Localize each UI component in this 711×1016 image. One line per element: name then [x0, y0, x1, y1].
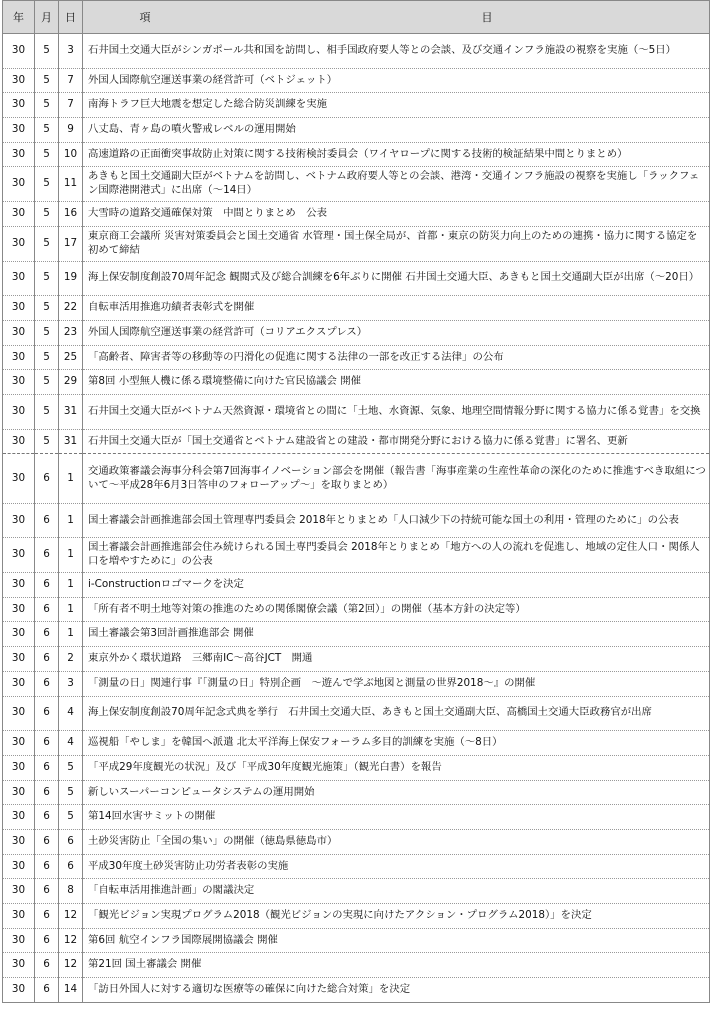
month-cell: 6: [35, 854, 59, 879]
month-cell: 5: [35, 394, 59, 429]
table-row: [3, 805, 710, 830]
item-cell: 第14回水害サミットの開催: [83, 805, 710, 830]
month-cell: 5: [35, 202, 59, 227]
day-cell: 1: [59, 503, 83, 538]
day-cell: 17: [59, 226, 83, 261]
item-cell: 「測量の日」関連行事『「測量の日」特別企画 〜遊んで学ぶ地図と測量の世界2018〜』の開催: [83, 671, 710, 696]
table-row: [3, 429, 710, 454]
item-cell: 「高齢者、障害者等の移動等の円滑化の促進に関する法律の一部を改正する法律」の公布: [83, 345, 710, 370]
day-cell: 1: [59, 573, 83, 598]
table-header: [3, 1, 710, 34]
year-cell: 30: [3, 93, 35, 118]
table-row: [3, 978, 710, 1003]
item-cell: 国土審議会計画推進部会住み続けられる国土専門委員会 2018年とりまとめ「地方への人の流れを促進し、地域の定住人口・関係人口を増やすために」の公表: [83, 538, 710, 573]
item-cell: 第8回 小型無人機に係る環境整備に向けた官民協議会 開催: [83, 370, 710, 395]
month-cell: 5: [35, 167, 59, 202]
month-cell: 5: [35, 345, 59, 370]
table-row: [3, 34, 710, 69]
day-cell: 25: [59, 345, 83, 370]
item-cell: 外国人国際航空運送事業の経営許可（コリアエクスプレス）: [83, 320, 710, 345]
month-cell: 5: [35, 118, 59, 143]
item-cell: 平成30年度土砂災害防止功労者表彰の実施: [83, 854, 710, 879]
year-cell: 30: [3, 370, 35, 395]
year-cell: 30: [3, 622, 35, 647]
month-cell: 5: [35, 226, 59, 261]
year-cell: 30: [3, 904, 35, 929]
month-cell: 6: [35, 538, 59, 573]
month-cell: 6: [35, 780, 59, 805]
item-cell: 第6回 航空インフラ国際展開協議会 開催: [83, 928, 710, 953]
year-cell: 30: [3, 805, 35, 830]
year-cell: 30: [3, 226, 35, 261]
table-row: [3, 296, 710, 321]
item-cell: 八丈島、青ヶ島の噴火警戒レベルの運用開始: [83, 118, 710, 143]
month-cell: 6: [35, 696, 59, 731]
month-cell: 5: [35, 68, 59, 93]
month-cell: 5: [35, 261, 59, 296]
table-row: [3, 93, 710, 118]
day-cell: 12: [59, 904, 83, 929]
month-cell: 6: [35, 671, 59, 696]
item-cell: 石井国土交通大臣が「国土交通省とベトナム建設省との建設・都市開発分野における協力に係る覚書」に署名、更新: [83, 429, 710, 454]
day-cell: 8: [59, 879, 83, 904]
month-cell: 6: [35, 805, 59, 830]
month-cell: 5: [35, 429, 59, 454]
day-cell: 7: [59, 68, 83, 93]
table-row: [3, 261, 710, 296]
month-cell: 5: [35, 142, 59, 167]
month-cell: 6: [35, 647, 59, 672]
year-cell: 30: [3, 261, 35, 296]
item-cell: 「訪日外国人に対する適切な医療等の確保に向けた総合対策」を決定: [83, 978, 710, 1003]
year-cell: 30: [3, 671, 35, 696]
day-cell: 7: [59, 93, 83, 118]
item-cell: 大雪時の道路交通確保対策 中間とりまとめ 公表: [83, 202, 710, 227]
item-cell: 外国人国際航空運送事業の経営許可（ベトジェット）: [83, 68, 710, 93]
item-cell: 自転車活用推進功績者表彰式を開催: [83, 296, 710, 321]
month-cell: 6: [35, 731, 59, 756]
table-row: [3, 202, 710, 227]
day-cell: 14: [59, 978, 83, 1003]
table-row: [3, 538, 710, 573]
month-cell: 6: [35, 755, 59, 780]
table-row: [3, 503, 710, 538]
item-cell: 「観光ビジョン実現プログラム2018（観光ビジョンの実現に向けたアクション・プログラム2018）」を決定: [83, 904, 710, 929]
item-cell: 土砂災害防止「全国の集い」の開催（徳島県徳島市）: [83, 829, 710, 854]
table-row: [3, 829, 710, 854]
day-cell: 31: [59, 429, 83, 454]
year-cell: 30: [3, 454, 35, 503]
item-cell: 石井国土交通大臣がベトナム天然資源・環境省との間に「土地、水資源、気象、地理空間情報分野に関する協力に係る覚書」を交換: [83, 394, 710, 429]
table-row: [3, 928, 710, 953]
day-cell: 1: [59, 454, 83, 503]
day-cell: 4: [59, 731, 83, 756]
item-cell: 高速道路の正面衝突事故防止対策に関する技術検討委員会（ワイヤロープに関する技術的検証結果中間とりまとめ）: [83, 142, 710, 167]
year-cell: 30: [3, 320, 35, 345]
month-cell: 6: [35, 829, 59, 854]
day-cell: 23: [59, 320, 83, 345]
year-cell: 30: [3, 780, 35, 805]
header-day: 日: [59, 1, 83, 34]
month-cell: 6: [35, 622, 59, 647]
month-cell: 5: [35, 296, 59, 321]
year-cell: 30: [3, 696, 35, 731]
year-cell: 30: [3, 503, 35, 538]
table-row: [3, 780, 710, 805]
day-cell: 31: [59, 394, 83, 429]
day-cell: 3: [59, 671, 83, 696]
day-cell: 4: [59, 696, 83, 731]
year-cell: 30: [3, 538, 35, 573]
header-item: 項 目: [83, 1, 710, 34]
item-cell: 南海トラフ巨大地震を想定した総合防災訓練を実施: [83, 93, 710, 118]
year-cell: 30: [3, 296, 35, 321]
year-cell: 30: [3, 755, 35, 780]
header-year: 年: [3, 1, 35, 34]
day-cell: 9: [59, 118, 83, 143]
year-cell: 30: [3, 142, 35, 167]
table-row: [3, 118, 710, 143]
item-cell: i-Constructionロゴマークを決定: [83, 573, 710, 598]
table-row: [3, 597, 710, 622]
month-cell: 6: [35, 928, 59, 953]
table-row: [3, 226, 710, 261]
month-cell: 6: [35, 904, 59, 929]
day-cell: 1: [59, 622, 83, 647]
month-cell: 5: [35, 320, 59, 345]
month-cell: 5: [35, 93, 59, 118]
table-row: [3, 68, 710, 93]
month-cell: 6: [35, 503, 59, 538]
month-cell: 6: [35, 953, 59, 978]
table-row: [3, 854, 710, 879]
day-cell: 2: [59, 647, 83, 672]
item-cell: 東京商工会議所 災害対策委員会と国土交通省 水管理・国土保全局が、首都・東京の防災力向上のための連携・協力に関する協定を初めて締結: [83, 226, 710, 261]
month-cell: 5: [35, 370, 59, 395]
month-cell: 6: [35, 879, 59, 904]
day-cell: 5: [59, 780, 83, 805]
month-cell: 6: [35, 573, 59, 598]
day-cell: 6: [59, 829, 83, 854]
year-cell: 30: [3, 429, 35, 454]
table-row: [3, 142, 710, 167]
day-cell: 5: [59, 755, 83, 780]
table-row: [3, 454, 710, 503]
table-row: [3, 370, 710, 395]
day-cell: 5: [59, 805, 83, 830]
table-row: [3, 394, 710, 429]
day-cell: 12: [59, 953, 83, 978]
item-cell: 東京外かく環状道路 三郷南IC〜高谷JCT 開通: [83, 647, 710, 672]
item-cell: 国土審議会計画推進部会国土管理専門委員会 2018年とりまとめ「人口減少下の持続可能な国土の利用・管理のために」の公表: [83, 503, 710, 538]
day-cell: 22: [59, 296, 83, 321]
year-cell: 30: [3, 978, 35, 1003]
year-cell: 30: [3, 394, 35, 429]
day-cell: 1: [59, 597, 83, 622]
table-row: [3, 345, 710, 370]
year-cell: 30: [3, 345, 35, 370]
table-row: [3, 879, 710, 904]
table-row: [3, 622, 710, 647]
year-cell: 30: [3, 118, 35, 143]
table-row: [3, 731, 710, 756]
day-cell: 12: [59, 928, 83, 953]
item-cell: 国土審議会第3回計画推進部会 開催: [83, 622, 710, 647]
year-cell: 30: [3, 202, 35, 227]
day-cell: 6: [59, 854, 83, 879]
day-cell: 10: [59, 142, 83, 167]
year-cell: 30: [3, 829, 35, 854]
day-cell: 1: [59, 538, 83, 573]
item-cell: 第21回 国土審議会 開催: [83, 953, 710, 978]
table-row: [3, 904, 710, 929]
table-row: [3, 647, 710, 672]
item-cell: 「平成29年度観光の状況」及び「平成30年度観光施策」（観光白書）を報告: [83, 755, 710, 780]
table-row: [3, 167, 710, 202]
item-cell: 海上保安制度創設70周年記念式典を挙行 石井国土交通大臣、あきもと国土交通副大臣、高橋国土交通大臣政務官が出席: [83, 696, 710, 731]
table-row: [3, 755, 710, 780]
item-cell: 石井国土交通大臣がシンガポール共和国を訪問し、相手国政府要人等との会談、及び交通インフラ施設の視察を実施（〜5日）: [83, 34, 710, 69]
year-cell: 30: [3, 167, 35, 202]
item-cell: 巡視船「やしま」を韓国へ派遣 北太平洋海上保安フォーラム多目的訓練を実施（〜8日）: [83, 731, 710, 756]
year-cell: 30: [3, 597, 35, 622]
year-cell: 30: [3, 68, 35, 93]
year-cell: 30: [3, 647, 35, 672]
chronology-table: [2, 0, 710, 1003]
table-row: [3, 573, 710, 598]
year-cell: 30: [3, 854, 35, 879]
table-body: [3, 34, 710, 1003]
item-cell: 「所有者不明土地等対策の推進のための関係閣僚会議（第2回）」の開催（基本方針の決定等）: [83, 597, 710, 622]
year-cell: 30: [3, 731, 35, 756]
month-cell: 5: [35, 34, 59, 69]
item-cell: 新しいスーパーコンピュータシステムの運用開始: [83, 780, 710, 805]
year-cell: 30: [3, 573, 35, 598]
day-cell: 16: [59, 202, 83, 227]
item-cell: あきもと国土交通副大臣がベトナムを訪問し、ベトナム政府要人等との会談、港湾・交通インフラ施設の視察を実施し「ラックフェン国際港開港式」に出席（〜14日）: [83, 167, 710, 202]
day-cell: 29: [59, 370, 83, 395]
year-cell: 30: [3, 34, 35, 69]
table-row: [3, 320, 710, 345]
month-cell: 6: [35, 454, 59, 503]
year-cell: 30: [3, 953, 35, 978]
day-cell: 19: [59, 261, 83, 296]
item-cell: 海上保安制度創設70周年記念 観閲式及び総合訓練を6年ぶりに開催 石井国土交通大臣、あきもと国土交通副大臣が出席（〜20日）: [83, 261, 710, 296]
table-row: [3, 953, 710, 978]
header-month: 月: [35, 1, 59, 34]
item-cell: 「自転車活用推進計画」の閣議決定: [83, 879, 710, 904]
day-cell: 3: [59, 34, 83, 69]
table-row: [3, 671, 710, 696]
month-cell: 6: [35, 597, 59, 622]
year-cell: 30: [3, 928, 35, 953]
month-cell: 6: [35, 978, 59, 1003]
item-cell: 交通政策審議会海事分科会第7回海事イノベーション部会を開催（報告書「海事産業の生産性革命の深化のために推進すべき取組について〜平成28年6月3日答申のフォローアップ〜」を取りまとめ）: [83, 454, 710, 503]
day-cell: 11: [59, 167, 83, 202]
year-cell: 30: [3, 879, 35, 904]
table-row: [3, 696, 710, 731]
